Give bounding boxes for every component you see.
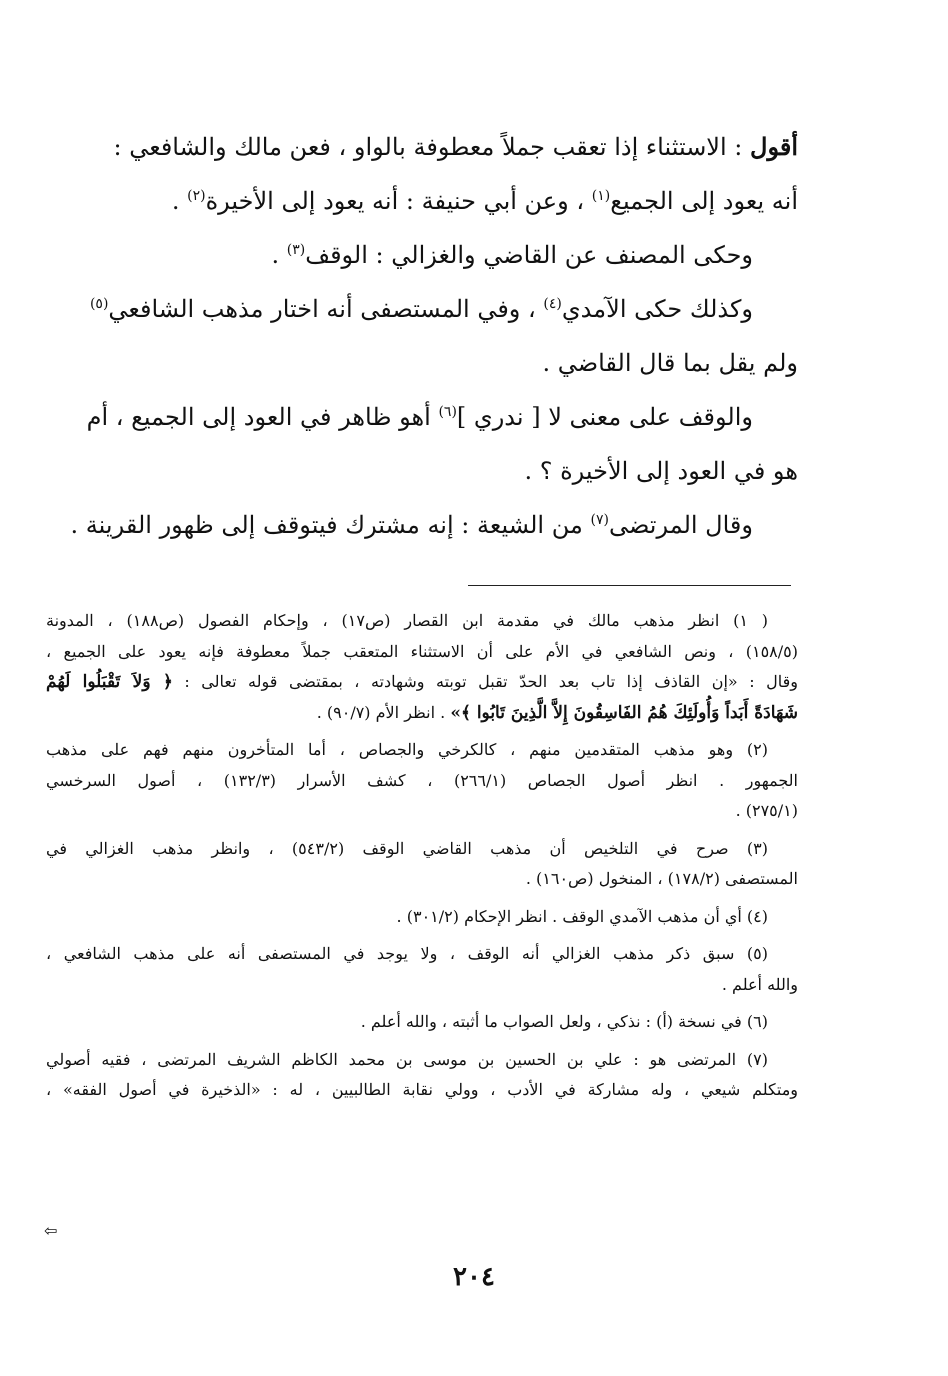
footnote-ref-2: (٢) xyxy=(187,188,206,204)
main-text xyxy=(70,120,798,552)
footnote-ref-4: (٤) xyxy=(543,296,562,312)
footnote-ref-5: (٥) xyxy=(89,296,109,312)
continue-arrow-icon: ⇦ xyxy=(44,1221,58,1240)
quran-verse-start: ﴿ وَلاَ تَقْبَلُوا لَهُمْ xyxy=(46,672,173,692)
footnote-1-line-2: (١٥٨/٥) ، ونص الشافعي في الأم على أن الاستثناء المتعقب جملاً معطوفة فإنه يعود على الجميع ، xyxy=(46,641,798,661)
main-line-2-a: أنه يعود إلى الجميع xyxy=(610,187,798,215)
main-line-7: هو في العود إلى الأخيرة ؟ . xyxy=(524,457,798,485)
main-line-5: ولم يقل بما قال القاضي . xyxy=(542,349,798,377)
main-line-8 xyxy=(70,498,798,552)
main-line-6 xyxy=(86,390,798,444)
footnote-7-line-2: ومتكلم شيعي ، وله مشاركة في الأدب ، وولي نقابة الطالبيين ، له : «الذخيرة في أصول الفقه» ، xyxy=(46,1080,799,1099)
footnote-6-line-1: (٦) في نسخة (أ) : نذكي ، ولعل الصواب ما أثبته ، والله أعلم . xyxy=(360,1012,768,1031)
footnote-ref-6: (٦) xyxy=(438,404,457,420)
footnote-5-line-1: (٥) سبق ذكر مذهب الغزالي أنه الوقف ، ولا يوجد في المستصفى أنه على مذهب الشافعي ، xyxy=(46,944,768,963)
main-line-8-b: من الشيعة : إنه مشترك فيتوقف إلى ظهور القرينة . xyxy=(70,511,583,539)
main-line-6-a: والوقف على معنى لا [ ندري ] xyxy=(456,403,753,431)
footnote-3-line-1: (٣) صرح في التلخيص أن مذهب القاضي الوقف (٥٤٣/٢) ، وانظر مذهب الغزالي في xyxy=(46,838,769,858)
lead-word: أقول xyxy=(750,132,798,161)
footnote-ref-1: (١) xyxy=(591,188,611,204)
footnote-1-line-3 xyxy=(46,667,798,698)
footnote-2-line-1: (٢) وهو مذهب المتقدمين منهم ، كالكرخي والجصاص ، أما المتأخرون منهم فهم على مذهب xyxy=(46,740,768,759)
main-line-8-a: وقال المرتضى xyxy=(608,511,753,539)
footnote-ref-7: (٧) xyxy=(590,512,609,528)
main-line-2-c: . xyxy=(171,187,180,215)
main-line-3-a: وحكى المصنف عن القاضي والغزالي : الوقف xyxy=(305,241,753,269)
footnote-7-line-1: (٧) المرتضى هو : علي بن الحسين بن موسى بن محمد الكاظم الشريف المرتضى ، فقيه أصولي xyxy=(46,1049,768,1069)
footnotes xyxy=(46,606,798,1106)
main-line-2-b: ، وعن أبي حنيفة : أنه يعود إلى الأخيرة xyxy=(205,187,585,215)
footnote-2-line-3: (٢٧٥/١) . xyxy=(735,801,798,820)
footnote-3-line-2: المستصفى (١٧٨/٢) ، المنخول (ص١٦٠) . xyxy=(525,869,798,888)
footnote-1-line-1: ( ١) انظر مذهب مالك في مقدمة ابن القصار (ص١٧) ، وإحكام الفصول (ص١٨٨) ، المدونة xyxy=(46,611,769,630)
main-line-3 xyxy=(148,228,798,282)
footnote-1-line-3-text: وقال : «إن القاذف إذا تاب بعد الحدّ تقبل توبته وشهادته ، بمقتضى قوله تعالى : xyxy=(184,672,799,691)
page-number: ٢٠٤ xyxy=(453,1262,495,1292)
main-line-4-b: ، وفي المستصفى أنه اختار مذهب الشافعي xyxy=(108,295,536,323)
main-line-3-b: . xyxy=(271,241,280,269)
main-line-2 xyxy=(148,174,798,228)
main-line-4-a: وكذلك حكى الآمدي xyxy=(561,295,753,323)
footnote-5-line-2: والله أعلم . xyxy=(721,974,798,994)
main-line-6-b: أهو ظاهر في العود إلى الجميع ، أم xyxy=(86,403,431,431)
quran-verse-end: شَهَادَةً أَبَداً وَأُولَئِكَ هُمُ الفَاسِقُونَ إِلاَّ الَّذِينَ تَابُوا ﴾» xyxy=(450,702,798,723)
main-line-1 xyxy=(113,120,798,174)
footnote-ref-3: (٣) xyxy=(286,242,306,258)
footnote-2-line-2: الجمهور . انظر أصول الجصاص (٢٦٦/١) ، كشف الأسرار (١٣٢/٣) ، أصول السرخسي xyxy=(46,770,799,790)
footnote-separator xyxy=(468,585,791,586)
footnote-1-line-4 xyxy=(46,698,798,729)
main-line-4 xyxy=(89,282,798,336)
main-line-1-text: : الاستثناء إذا تعقب جملاً معطوفة بالواو ، فعن مالك والشافعي : xyxy=(113,133,743,161)
footnote-1-line-4-text: . انظر الأم (٩٠/٧) . xyxy=(316,702,446,722)
footnote-4-line-1: (٤) أي أن مذهب الآمدي الوقف . انظر الإحكام (٣٠١/٢) . xyxy=(396,906,768,926)
